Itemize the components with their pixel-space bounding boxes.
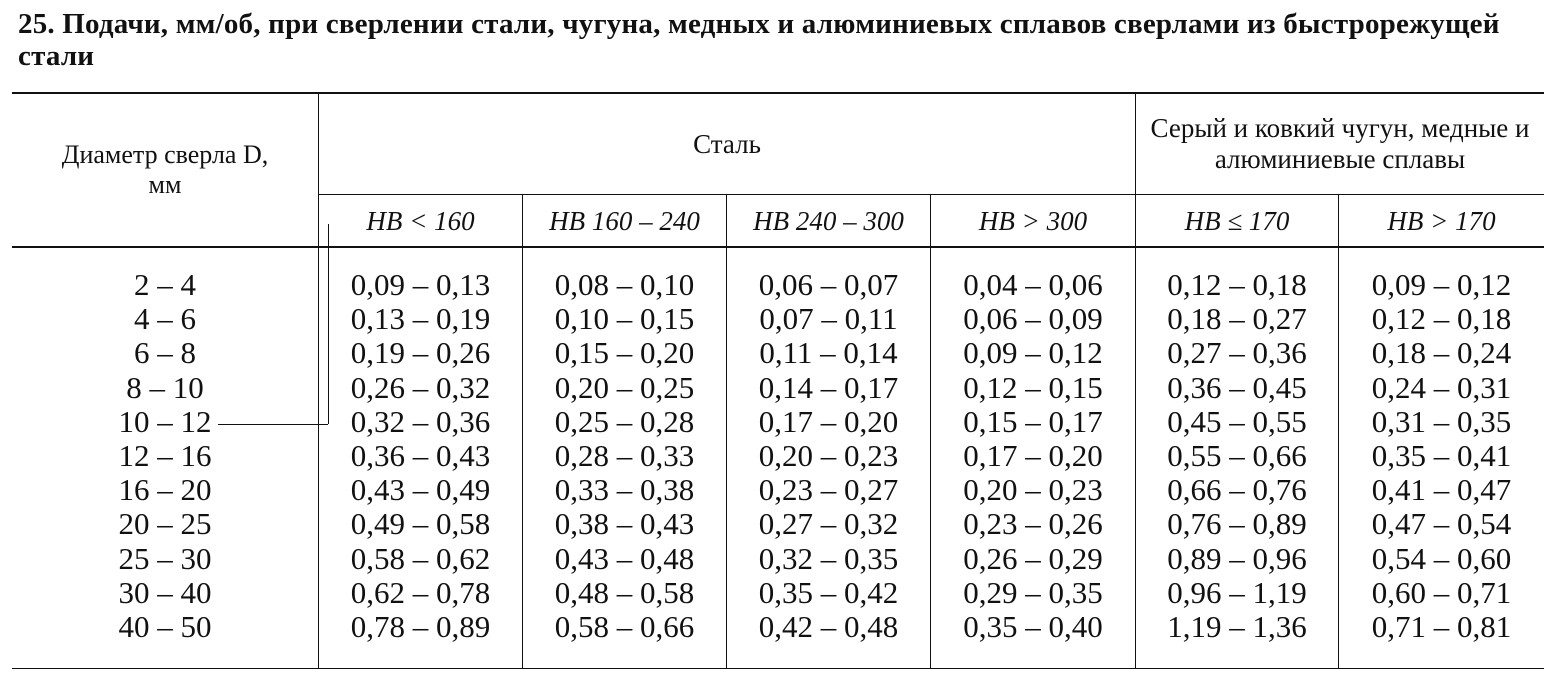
diameter-value: 6 – 8 xyxy=(134,335,196,371)
feed-value: 0,35 – 0,40 xyxy=(963,608,1103,644)
feed-value: 0,09 – 0,12 xyxy=(963,335,1103,371)
feed-value: 0,23 – 0,26 xyxy=(963,506,1103,542)
feed-value: 0,47 – 0,54 xyxy=(1371,506,1512,542)
feed-value: 0,14 – 0,17 xyxy=(758,369,899,405)
feed-value: 1,19 – 1,36 xyxy=(1167,608,1307,644)
feed-value: 0,71 – 0,81 xyxy=(1371,608,1512,644)
header-bottom-border xyxy=(12,246,1544,248)
diameter-value: 4 – 6 xyxy=(134,301,196,337)
feed-value: 0,20 – 0,25 xyxy=(554,369,695,405)
feed-value: 0,60 – 0,71 xyxy=(1371,574,1512,610)
diameter-value: 12 – 16 xyxy=(118,437,212,473)
feed-value: 0,28 – 0,33 xyxy=(554,437,695,473)
feed-value: 0,58 – 0,66 xyxy=(554,608,695,644)
feed-value: 0,17 – 0,20 xyxy=(758,403,899,439)
feed-value: 0,58 – 0,62 xyxy=(350,540,491,576)
feed-value: 0,66 – 0,76 xyxy=(1167,472,1307,508)
feed-value: 0,96 – 1,19 xyxy=(1167,574,1307,610)
table-title: 25. Подачи, мм/об, при сверлении стали, чугуна, медных и алюминиевых сплавов сверлами из быстрорежущей стали xyxy=(18,8,1500,72)
feed-value: 0,15 – 0,17 xyxy=(963,403,1103,439)
feed-value: 0,18 – 0,27 xyxy=(1167,301,1307,337)
feed-value: 0,32 – 0,35 xyxy=(758,540,899,576)
feed-value: 0,89 – 0,96 xyxy=(1167,540,1307,576)
feed-value: 0,29 – 0,35 xyxy=(963,574,1103,610)
feed-value: 0,18 – 0,24 xyxy=(1371,335,1512,371)
feed-value: 0,12 – 0,15 xyxy=(963,369,1103,405)
feed-value: 0,24 – 0,31 xyxy=(1371,369,1512,405)
steel-hb-lt-160-column xyxy=(319,268,522,644)
iron-hb-le-170-column xyxy=(1136,268,1338,644)
steel-hb-gt-300-column xyxy=(931,268,1135,644)
diameter-value: 2 – 4 xyxy=(134,267,196,302)
feed-value: 0,31 – 0,35 xyxy=(1371,403,1512,439)
feed-value: 0,35 – 0,42 xyxy=(758,574,899,610)
feed-value: 0,27 – 0,36 xyxy=(1167,335,1307,371)
feed-value: 0,15 – 0,20 xyxy=(554,335,695,371)
subheader-hb-le-170: HB ≤ 170 xyxy=(1184,205,1290,236)
feed-value: 0,09 – 0,13 xyxy=(350,267,491,302)
feed-value: 0,62 – 0,78 xyxy=(350,574,491,610)
diameter-column xyxy=(60,268,270,644)
feed-value: 0,27 – 0,32 xyxy=(758,506,899,542)
feed-value: 0,12 – 0,18 xyxy=(1167,267,1307,302)
feed-value: 0,49 – 0,58 xyxy=(350,506,491,542)
feed-value: 0,32 – 0,36 xyxy=(350,403,491,439)
feed-value: 0,35 – 0,41 xyxy=(1371,437,1512,473)
feed-value: 0,09 – 0,12 xyxy=(1371,267,1512,302)
table-bottom-border xyxy=(12,668,1544,669)
subheader-hb-gt-300: HB > 300 xyxy=(978,205,1088,236)
subheader-hb-lt-160: HB < 160 xyxy=(366,205,475,236)
diameter-value: 30 – 40 xyxy=(118,574,212,610)
feed-value: 0,17 – 0,20 xyxy=(963,437,1103,473)
feed-value: 0,08 – 0,10 xyxy=(554,267,695,302)
feed-value: 0,10 – 0,15 xyxy=(554,301,695,337)
feed-value: 0,43 – 0,49 xyxy=(350,472,491,508)
feed-value: 0,36 – 0,43 xyxy=(350,437,491,473)
steel-header: Сталь xyxy=(693,129,761,159)
feed-value: 0,06 – 0,07 xyxy=(758,267,899,302)
steel-hb-240-300-column xyxy=(727,268,930,644)
subheader-hb-160-240: HB 160 – 240 xyxy=(549,205,700,236)
feed-value: 0,26 – 0,32 xyxy=(350,369,491,405)
steel-hb-160-240-column xyxy=(523,268,726,644)
feed-value: 0,45 – 0,55 xyxy=(1167,403,1307,439)
feed-value: 0,13 – 0,19 xyxy=(350,301,491,337)
feed-value: 0,20 – 0,23 xyxy=(758,437,899,473)
feed-value: 0,76 – 0,89 xyxy=(1167,506,1307,542)
feed-value: 0,26 – 0,29 xyxy=(963,540,1103,576)
iron-header: Серый и ковкий чугун, медные и алюминиевые сплавы xyxy=(1150,113,1530,174)
subheader-hb-240-300: HB 240 – 300 xyxy=(753,205,904,236)
feed-value: 0,04 – 0,06 xyxy=(963,267,1103,302)
feed-value: 0,07 – 0,11 xyxy=(759,301,898,337)
feed-value: 0,23 – 0,27 xyxy=(758,472,899,508)
diameter-value: 8 – 10 xyxy=(126,369,204,405)
feed-value: 0,38 – 0,43 xyxy=(554,506,695,542)
feed-value: 0,41 – 0,47 xyxy=(1371,472,1512,508)
feed-value: 0,06 – 0,09 xyxy=(963,301,1103,337)
feed-value: 0,11 – 0,14 xyxy=(759,335,898,371)
feed-value: 0,12 – 0,18 xyxy=(1371,301,1512,337)
iron-hb-gt-170-column xyxy=(1339,268,1544,644)
diameter-value: 16 – 20 xyxy=(118,472,212,508)
feed-value: 0,55 – 0,66 xyxy=(1167,437,1307,473)
feed-value: 0,25 – 0,28 xyxy=(554,403,695,439)
subheader-hb-gt-170: HB > 170 xyxy=(1387,205,1496,236)
feed-value: 0,20 – 0,23 xyxy=(963,472,1103,508)
diameter-header: Диаметр сверла D, мм xyxy=(61,140,269,199)
diameter-value: 40 – 50 xyxy=(118,608,212,644)
diameter-value: 20 – 25 xyxy=(118,506,212,542)
feed-value: 0,19 – 0,26 xyxy=(350,335,491,371)
feed-value: 0,48 – 0,58 xyxy=(554,574,695,610)
feed-value: 0,43 – 0,48 xyxy=(554,540,695,576)
feed-value: 0,33 – 0,38 xyxy=(554,472,695,508)
diameter-value: 25 – 30 xyxy=(118,540,212,576)
feed-value: 0,36 – 0,45 xyxy=(1167,369,1307,405)
feed-value: 0,78 – 0,89 xyxy=(350,608,491,644)
diameter-value: 10 – 12 xyxy=(118,403,212,439)
feed-value: 0,54 – 0,60 xyxy=(1371,540,1512,576)
feed-value: 0,42 – 0,48 xyxy=(758,608,899,644)
